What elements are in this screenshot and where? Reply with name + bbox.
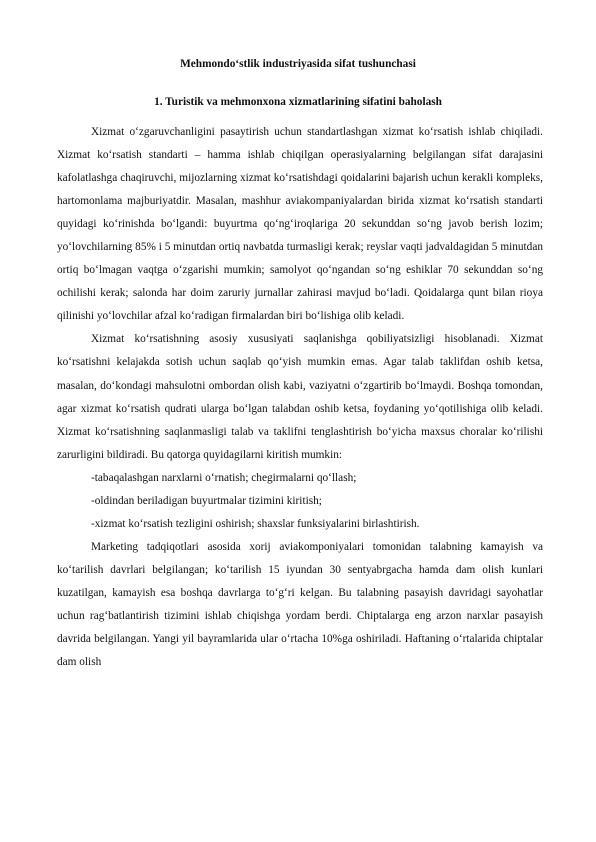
list-item: -tabaqalashgan narxlarni o‘rnatish; chegirmalarni qo‘llash;	[91, 471, 357, 484]
section-heading: 1. Turistik va mehmonxona xizmatlarining sifatini baholash	[154, 96, 442, 108]
body-paragraph: Xizmat ko‘rsatishning asosiy xususiyati saqlanishga qobiliyatsizligi hisoblanadi. Xizmat ko‘rsatishni kelajakda sotish uchun saqlab qo‘yish mumkin emas. Agar talab taklifdan oshib ketsa, masalan, do‘kondagi mahsulotni ombordan olish kabi, vaziyatni o‘zgartirib bo‘lmaydi. Boshqa tomondan, agar xizmat ko‘rsatish qudrati ularga bo‘lgan talabdan oshib ketsa, foydaning yo‘qotilishiga olib keladi. Xizmat ko‘rsatishning saqlanmasligi talab va taklifni tenglashtirish bo‘yicha maxsus choralar ko‘rilishi zarurligini bildiradi. Bu qatorga quyidagilarni kiritish mumkin:	[57, 333, 543, 461]
list-item: -xizmat ko‘rsatish tezligini oshirish; shaxslar funksiyalarini birlashtirish.	[91, 517, 420, 530]
body-paragraph: Xizmat o‘zgaruvchanligini pasaytirish uchun standartlashgan xizmat ko‘rsatish ishlab chiqiladi. Xizmat ko‘rsatish standarti – hamma ishlab chiqilgan operasiyalarning belgilangan sifat darajasini kafolatlashga chaqiruvchi, mijozlarning xizmat ko‘rsatishdagi qoidalarini bajarish uchun kerakli kompleks, hartomonlama majburiyatdir. Masalan, mashhur aviakompaniyalardan birida xizmat ko‘rsatish standarti quyidagi ko‘rinishda bo‘lgandi: buyurtma qo‘ng‘iroqlariga 20 sekunddan so‘ng javob berish lozim; yo‘lovchilarning 85% i 5 minutdan ortiq navbatda turmasligi kerak; reyslar vaqti jadvaldagidan 5 minutdan ortiq bo‘lmagan vaqtga o‘zgarishi mumkin; samolyot qo‘ngandan so‘ng eshiklar 70 sekunddan so‘ng ochilishi kerak; salonda har doim zaruriy jurnallar zahirasi mavjud bo‘ladi. Qoidalarga qunt bilan rioya qilinishi yo‘lovchilar afzal ko‘radigan firmalardan biri bo‘lishiga olib keladi.	[57, 126, 543, 323]
document-title: Mehmondo‘stlik industriyasida sifat tushunchasi	[180, 58, 416, 70]
body-paragraph: Marketing tadqiqotlari asosida xorij aviakomponiyalari tomonidan talabning kamayish va ko‘tarilish davrlari belgilangan; ko‘tarilish 15 iyundan 30 sentyabrgacha hamda dam olish kunlari kuzatilgan, kamayish esa boshqa davrlarga to‘g‘ri kelgan. Bu talabning pasayish davridagi sayohatlar uchun rag‘batlantirish tizimini ishlab chiqishga yordam berdi. Chiptalarga eng arzon narxlar pasayish davrida belgilangan. Yangi yil bayramlarida ular o‘rtacha 10%ga oshiriladi. Haftaning o‘rtalarida chiptalar dam olish	[57, 540, 543, 669]
document-body	[57, 121, 543, 674]
list-item: -oldindan beriladigan buyurtmalar tizimini kiritish;	[91, 494, 322, 507]
